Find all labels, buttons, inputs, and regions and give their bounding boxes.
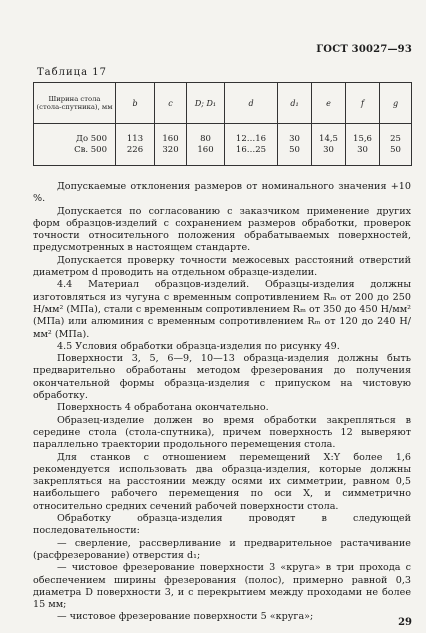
table-header-cell: c — [155, 83, 187, 124]
table-header-cell: f — [346, 83, 380, 124]
page-number: 29 — [398, 617, 412, 628]
table-header-cell: D; D₁ — [187, 83, 225, 124]
table-header-cell: b — [116, 83, 155, 124]
table-header-cell: d₁ — [278, 83, 312, 124]
paragraph: Обработку образца-изделия проводят в следующей последовательности: — [33, 513, 411, 537]
paragraph: Допускается проверку точности межосевых расстояний отверстий диаметром d проводить на отдельном образце-изделии. — [33, 254, 411, 279]
paragraph: Поверхность 4 обработана окончательно. — [57, 402, 269, 414]
table-cell: 30 50 — [278, 124, 312, 166]
dimensions-table — [33, 82, 412, 166]
table-cell: 160 320 — [155, 124, 187, 166]
paragraph: Поверхности 3, 5, 6—9, 10—13 образца-изделия должны быть предварительно обработаны методом фрезерования до получения окончательной формы образца-изделия с припуском на чистовую обработку. — [33, 353, 411, 402]
paragraph: 4.4 Материал образцов-изделий. Образцы-изделия должны изготовляться из чугуна с временным сопротивлением Rₘ от 200 до 250 Н/мм² (МПа), стали с временным сопротивлением Rₘ от 350 до 450 Н/мм² (МПа) или алюминия с временным сопротивлением Rₘ от 120 до 240 Н/мм² (МПа). — [33, 279, 411, 340]
table-caption: Таблица 17 — [37, 67, 107, 78]
paragraph: — чистовое фрезерование поверхности 5 «круга»; — [57, 611, 314, 623]
paragraph: Допускается по согласованию с заказчиком применение других форм образцов-изделий с сохранением размеров обработки, проверок точности относительного положения обрабатываемых поверхностей, предусмотренных в настоящем стандарте. — [33, 205, 411, 254]
paragraph: Допускаемые отклонения размеров от номинального значения +10 %. — [33, 181, 411, 205]
table-header-cell: e — [312, 83, 346, 124]
table-header-cell: d — [225, 83, 278, 124]
document-header: ГОСТ 30027—93 — [316, 44, 412, 55]
table-header-cell: g — [380, 83, 412, 124]
table-cell: 80 160 — [187, 124, 225, 166]
table-cell: 14,5 30 — [312, 124, 346, 166]
table-cell: До 500 Св. 500 — [34, 124, 116, 166]
table-row — [34, 124, 412, 166]
paragraph: — чистовое фрезерование поверхности 3 «круга» в три прохода с обеспечением ширины фрезерования (полос), примерно равной 0,3 диаметра D поверхности 3, и с перекрытием между проходами не более 15 мм; — [33, 562, 411, 611]
table-header-cell: Ширина стола (стола-спутника), мм — [34, 83, 116, 124]
table-cell: 113 226 — [116, 124, 155, 166]
paragraph: 4.5 Условия обработки образца-изделия по рисунку 49. — [57, 340, 340, 352]
table-cell: 12…16 16…25 — [225, 124, 278, 166]
body-text — [33, 181, 411, 624]
table-cell: 15,6 30 — [346, 124, 380, 166]
table-body — [34, 124, 412, 166]
table-cell: 25 50 — [380, 124, 412, 166]
paragraph: Для станков с отношением перемещений X:Y более 1,6 рекомендуется использовать два образца-изделия, которые должны закрепляться на расстоянии между осями их симметрии, равном 0,5 наибольшего рабочего перемещения по оси X, и симметрично относительно средних сечений рабочей поверхности стола. — [33, 451, 411, 512]
table-header-row — [34, 83, 412, 124]
paragraph: — сверление, рассверливание и предварительное растачивание (расфрезерование) отверстия d₁; — [33, 537, 411, 561]
paragraph: Образец-изделие должен во время обработки закрепляться в середине стола (стола-спутника), причем поверхность 12 выверяют параллельно траектории продольного перемещения стола. — [33, 414, 411, 451]
